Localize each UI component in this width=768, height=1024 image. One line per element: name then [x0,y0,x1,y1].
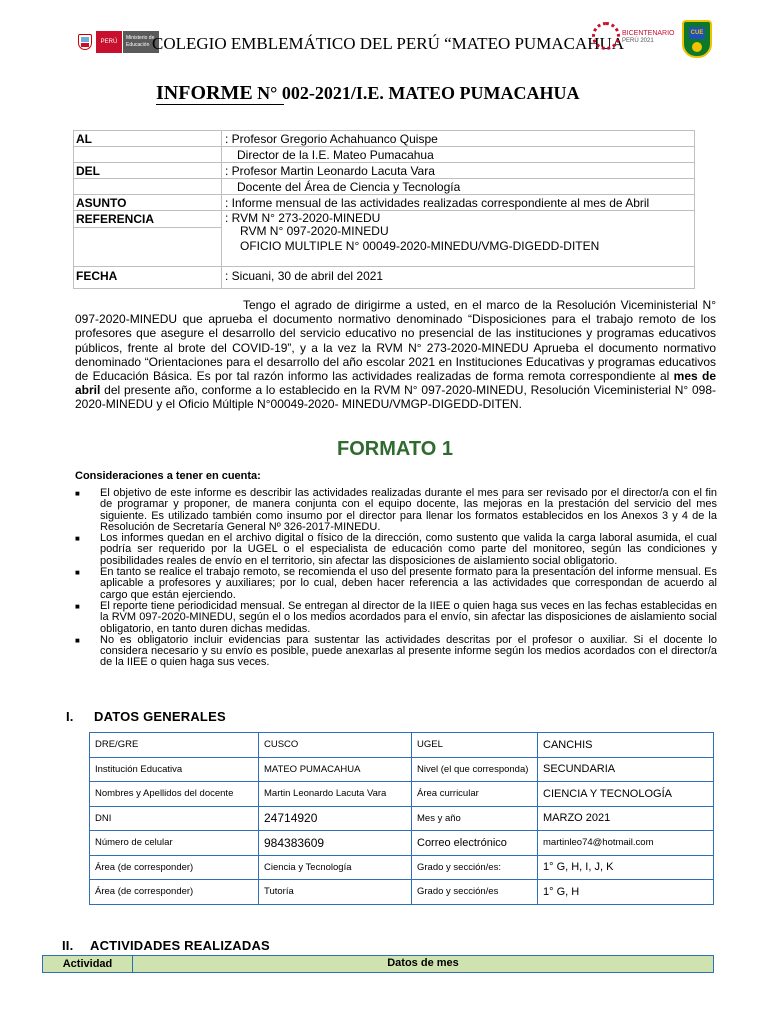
body-text-end: del presente año, conforme a lo establecido en la RVM N° 097-2020-MINEDU, Resolución Viceministerial N° 098-2020-MINEDU y el Oficio Múltiple N°00049-2020- MINEDU/VMGP-DIGEDD-DITEN. [75,383,716,412]
table-cell: Correo electrónico [412,831,538,856]
datos-generales-table [89,732,714,905]
document-header [0,0,768,78]
al-value: : Profesor Gregorio Achahuanco Quispe [225,132,438,146]
table-cell: Martin Leonardo Lacuta Vara [259,782,412,807]
report-title-prefix: INFORME [156,82,253,104]
body-text: Tengo el agrado de dirigirme a usted, en el marco de la Resolución Viceministerial N° 097-2020-MINEDU que aprueba el documento normativo denominado “Disposiciones para el trabajo remoto de los profesores que asegure el desarrollo del servicio educativo no presencial de las instituciones y programas educativos públicos, frente al brote del COVID-19”, y a la vez la RVM N° 273-2020-MINEDU Aprueba el documento normativo denominado “Orientaciones para el desarrollo del año escolar 2021 en Instituciones Educativas y programas educativos de Educación Básica. Es por tal razón informo las actividades realizadas de forma remota correspondiente al [75,298,716,384]
peru-shield-icon [76,31,94,53]
table-cell: Tutoría [259,880,412,905]
school-crest-icon [682,20,712,58]
list-item [75,601,717,635]
table-cell: CIENCIA Y TECNOLOGÍA [538,782,714,807]
table-cell: Ciencia y Tecnología [259,855,412,880]
table-row [90,880,714,905]
table-cell: MATEO PUMACAHUA [259,757,412,782]
bullet-icon: ■ [75,489,80,498]
report-title [156,82,580,105]
table-bottom-border [73,288,695,289]
bullet-text: El reporte tiene periodicidad mensual. Se entregan al director de la IIEE o quien haga sus veces en las fechas establecidas en la RVM 097-2020-MINEDU, según el o los medios acordados para el envío, sin afectar las disposiciones de aislamiento social obligatorio, en tanto duren dichas medidas. [100,599,717,635]
referencia-label: REFERENCIA [76,212,155,226]
table-cell: CUSCO [259,733,412,758]
info-row-asunto [73,194,695,210]
referencia-3: OFICIO MULTIPLE N° 00049-2020-MINEDU/VMG-DIGEDD-DITEN [240,239,600,253]
table-cell: DRE/GRE [90,733,259,758]
table-cell: Número de celular [90,831,259,856]
table-row [90,757,714,782]
formato-title: FORMATO 1 [337,438,453,460]
section-title: ACTIVIDADES REALIZADAS [90,938,270,953]
table-cell: Nivel (el que corresponda) [412,757,538,782]
al-value-2: Director de la I.E. Mateo Pumacahua [237,148,434,162]
list-item [75,567,717,601]
table-cell: Área (de corresponder) [90,880,259,905]
minedu-ministerio-label: Ministerio de Educación [123,31,159,53]
crest-text: CUE [689,27,705,39]
referencia-spacer [73,226,695,266]
table-cell: 1° G, H [538,880,714,905]
info-row-al [73,130,695,146]
table-cell: 1° G, H, I, J, K [538,855,714,880]
table-cell: Área (de corresponder) [90,855,259,880]
table-cell: 24714920 [259,806,412,831]
table-cell: UGEL [412,733,538,758]
table-cell: Nombres y Apellidos del docente [90,782,259,807]
minedu-peru-label: PERÚ [96,31,122,53]
section-title: DATOS GENERALES [94,709,226,724]
fecha-label: FECHA [76,269,118,283]
info-row-fecha [73,266,695,288]
bicentenario-label: BICENTENARIO [622,30,675,37]
minedu-logo [76,31,156,53]
report-title-rest: N° 002-2021/I.E. MATEO PUMACAHUA [252,83,580,103]
bullet-text: No es obligatorio incluir evidencias para sustentar las actividades descritas por el profesor o auxiliar. Si el docente lo considera necesario y su envío es posible, puede anexarlas al presente informe según los medios acordados con el director/a de la IIEE o quien haga sus veces. [100,633,717,669]
section-actividades [62,938,270,953]
list-item [75,488,717,533]
body-paragraph [75,298,716,412]
table-row [90,733,714,758]
info-row-del-2 [73,178,695,194]
table-cell: 984383609 [259,831,412,856]
table-cell: Área curricular [412,782,538,807]
table-cell: Grado y sección/es [412,880,538,905]
table-cell: martinleo74@hotmail.com [538,831,714,856]
table-row [90,806,714,831]
table-row [90,855,714,880]
table-cell: DNI [90,806,259,831]
section-number: I. [66,709,74,724]
actividad-column-header: Actividad [43,956,133,972]
section-number: II. [62,938,74,953]
bullet-icon: ■ [75,601,80,611]
list-item [75,635,717,669]
bullet-icon: ■ [75,635,80,645]
table-cell: Grado y sección/es: [412,855,538,880]
table-cell: MARZO 2021 [538,806,714,831]
info-row-del [73,162,695,178]
asunto-label: ASUNTO [76,196,127,210]
al-label: AL [76,132,92,146]
table-cell: SECUNDARIA [538,757,714,782]
bullet-text: Los informes quedan en el archivo digital o físico de la dirección, como sustento que valida la carga laboral asumida, el cual podría ser requerido por la UGEL o el especialista de educación como parte del monitoreo, según las condiciones y posibilidades reales de envío en el territorio, sin afectar las disposiciones de aislamiento social obligatorio. [100,532,717,567]
table-cell: CANCHIS [538,733,714,758]
title-underline [156,104,284,105]
del-value: : Profesor Martin Leonardo Lacuta Vara [225,164,435,178]
bullet-icon: ■ [75,568,80,578]
actividades-table-header [42,955,714,973]
bicentenario-ring-icon [592,22,620,50]
consideraciones-list [75,488,717,669]
bicentenario-logo [592,22,675,50]
school-title: COLEGIO EMBLEMÁTICO DEL PERÚ “MATEO PUMACAHUA [152,34,625,53]
table-cell: Institución Educativa [90,757,259,782]
section-datos-generales [66,709,226,724]
datos-mes-column-header: Datos de mes [387,957,459,969]
referencia-2: RVM N° 097-2020-MINEDU [240,224,389,238]
bullet-text: El objetivo de este informe es describir las actividades realizadas durante el mes para ser revisado por el director/a con el fin de programar y proponer, de manera conjunta con el equipo docente, las mejoras en la prestación del servicio del mes siguiente. Es utilizado también como insumo por el director para llenar los formatos establecidos en los Anexos 3 y 4 de la Resolución de Secretaría General Nº 326-2017-MINEDU. [100,487,717,533]
list-item [75,533,717,567]
bullet-icon: ■ [75,534,80,544]
table-row [90,831,714,856]
bullet-text: En tanto se realice el trabajo remoto, se recomienda el uso del presente formato para la presentación del informe mensual. Es aplicable a profesores y auxiliares; por lo cual, deben hacer referencia a las actividades que correspondan de acuerdo al cargo que están ejerciendo. [100,566,717,601]
info-row-al-2 [73,146,695,162]
bicentenario-sub-label: PERÚ 2021 [622,38,654,44]
del-value-2: Docente del Área de Ciencia y Tecnología [237,180,461,194]
table-cell: Mes y año [412,806,538,831]
del-label: DEL [76,164,100,178]
asunto-value: : Informe mensual de las actividades realizadas correspondiente al mes de Abril [225,196,650,210]
table-row [90,782,714,807]
fecha-value: : Sicuani, 30 de abril del 2021 [225,269,384,283]
body-text-bold: mes de abril [75,369,716,398]
consideraciones-title: Consideraciones a tener en cuenta: [75,470,261,482]
referencia-1: : RVM N° 273-2020-MINEDU [225,211,381,225]
